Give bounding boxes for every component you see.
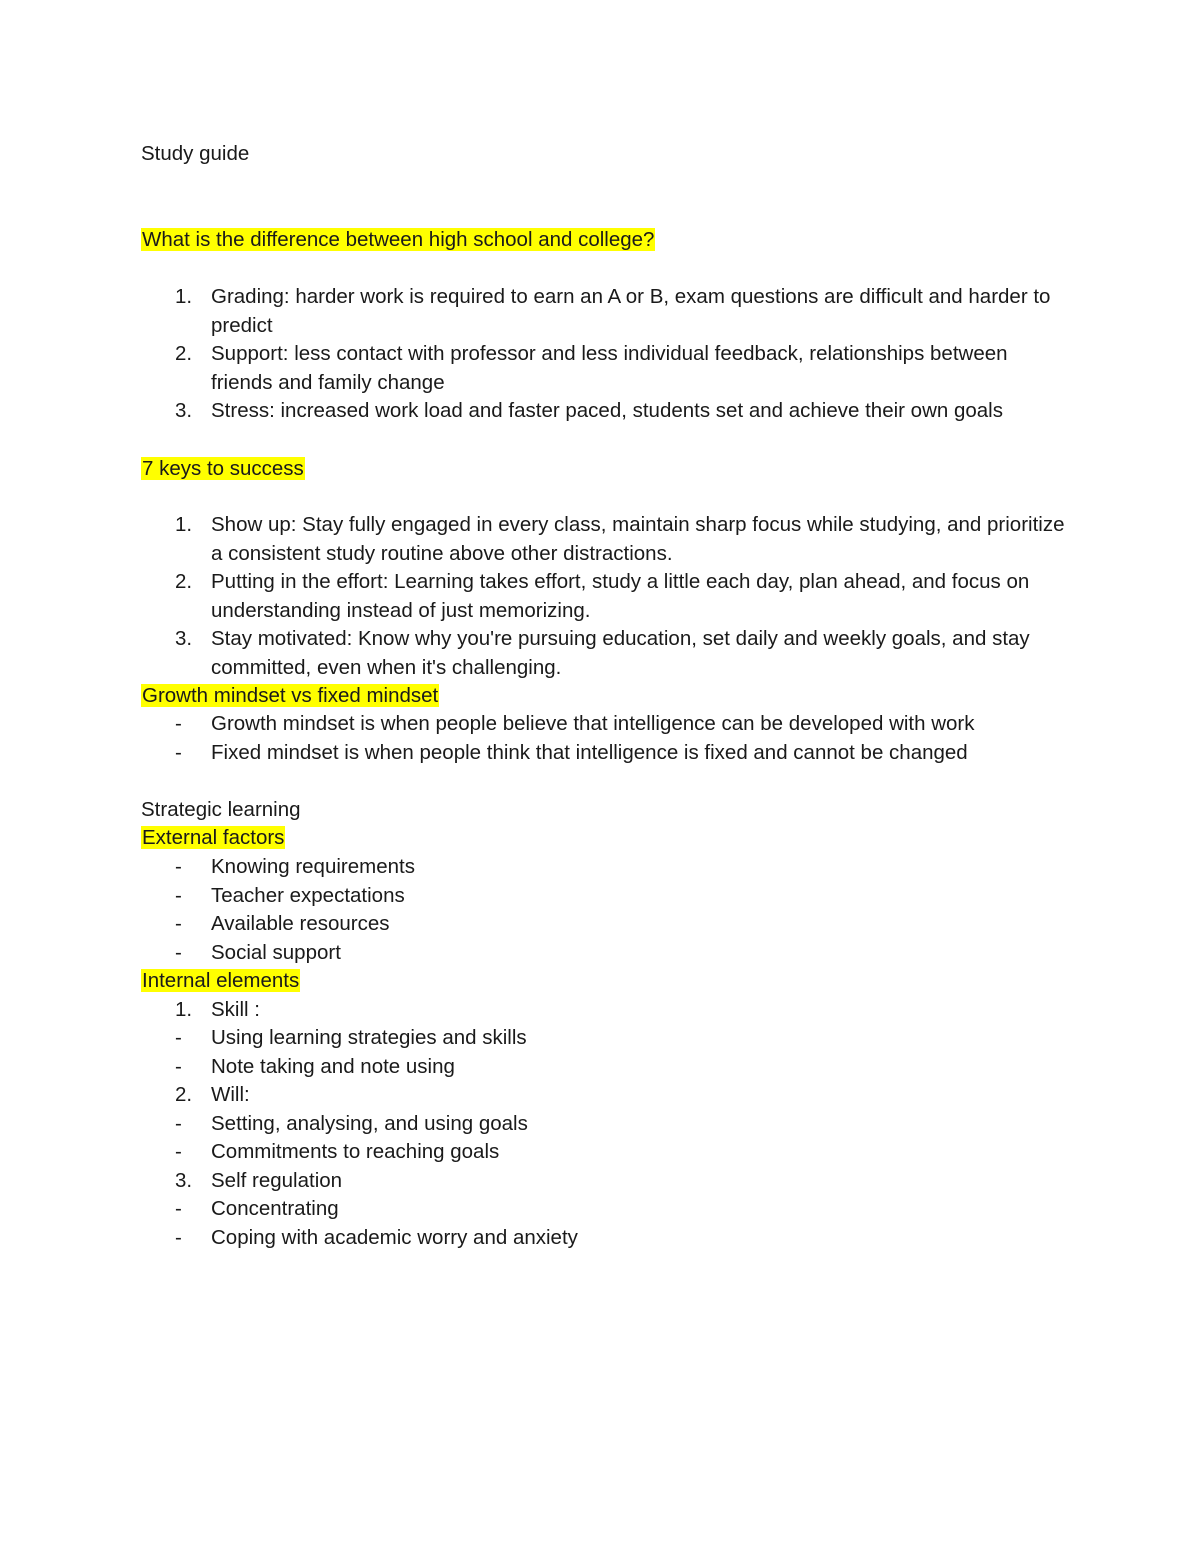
list-item-text: Coping with academic worry and anxiety bbox=[211, 1226, 578, 1249]
list-item-text: Show up: Stay fully engaged in every class, maintain sharp focus while studying, and prioritize a consistent study routine above other distractions. bbox=[211, 513, 1065, 565]
list-marker: 3. bbox=[175, 399, 193, 422]
list-item-text: Note taking and note using bbox=[211, 1055, 455, 1078]
list-marker: - bbox=[175, 1055, 182, 1078]
list-item-text: Stay motivated: Know why you're pursuing education, set daily and weekly goals, and stay committed, even when it's challenging. bbox=[211, 627, 1030, 679]
list-marker: - bbox=[175, 1226, 182, 1249]
list-item-text: Will: bbox=[211, 1083, 250, 1106]
list-marker: 2. bbox=[175, 342, 193, 365]
list-marker: - bbox=[175, 1026, 182, 1049]
list-marker: 1. bbox=[175, 513, 193, 536]
list-item-text: Using learning strategies and skills bbox=[211, 1026, 527, 1049]
list-marker: - bbox=[175, 1112, 182, 1135]
list-marker: 1. bbox=[175, 998, 193, 1021]
list-marker: - bbox=[175, 712, 182, 735]
list-item-text: Putting in the effort: Learning takes effort, study a little each day, plan ahead, and focus on understanding instead of just memorizing. bbox=[211, 570, 1030, 622]
list-item-text: Support: less contact with professor and less individual feedback, relationships between friends and family change bbox=[211, 342, 1008, 394]
list-marker: 2. bbox=[175, 570, 193, 593]
list-item-text: Fixed mindset is when people think that intelligence is fixed and cannot be changed bbox=[211, 741, 968, 764]
list-marker: - bbox=[175, 1140, 182, 1163]
list-marker: - bbox=[175, 741, 182, 764]
list-item-text: Skill : bbox=[211, 998, 260, 1021]
list-item-text: Concentrating bbox=[211, 1197, 339, 1220]
highlighted-heading: External factors bbox=[142, 826, 285, 849]
list-marker: - bbox=[175, 855, 182, 878]
list-item-text: Stress: increased work load and faster paced, students set and achieve their own goals bbox=[211, 399, 1003, 422]
heading-internal-elements bbox=[141, 967, 300, 995]
list-item-text: Available resources bbox=[211, 912, 390, 935]
list-marker: 2. bbox=[175, 1083, 193, 1106]
list-item-text: Commitments to reaching goals bbox=[211, 1140, 500, 1163]
list-marker: 1. bbox=[175, 285, 193, 308]
list-marker: - bbox=[175, 941, 182, 964]
heading-difference bbox=[141, 226, 655, 254]
list-item-text: Growth mindset is when people believe that intelligence can be developed with work bbox=[211, 712, 975, 735]
list-item-text: Teacher expectations bbox=[211, 884, 405, 907]
list-marker: 3. bbox=[175, 627, 193, 650]
list-item-text: Self regulation bbox=[211, 1169, 343, 1192]
highlighted-heading: What is the difference between high school and college? bbox=[142, 228, 655, 251]
list-item-text: Grading: harder work is required to earn an A or B, exam questions are difficult and harder to predict bbox=[211, 285, 1051, 337]
list-item-text: Social support bbox=[211, 941, 341, 964]
list-item-text: Setting, analysing, and using goals bbox=[211, 1112, 528, 1135]
highlighted-heading: 7 keys to success bbox=[142, 457, 304, 480]
list-marker: - bbox=[175, 912, 182, 935]
list-marker: 3. bbox=[175, 1169, 193, 1192]
strategic-learning-title: Strategic learning bbox=[141, 798, 301, 821]
heading-mindset bbox=[141, 682, 439, 710]
highlighted-heading: Internal elements bbox=[142, 969, 300, 992]
heading-keys bbox=[141, 455, 305, 483]
highlighted-heading: Growth mindset vs fixed mindset bbox=[142, 684, 439, 707]
list-marker: - bbox=[175, 884, 182, 907]
list-item-text: Knowing requirements bbox=[211, 855, 415, 878]
document-title: Study guide bbox=[141, 142, 250, 165]
list-marker: - bbox=[175, 1197, 182, 1220]
heading-external-factors bbox=[141, 824, 285, 852]
